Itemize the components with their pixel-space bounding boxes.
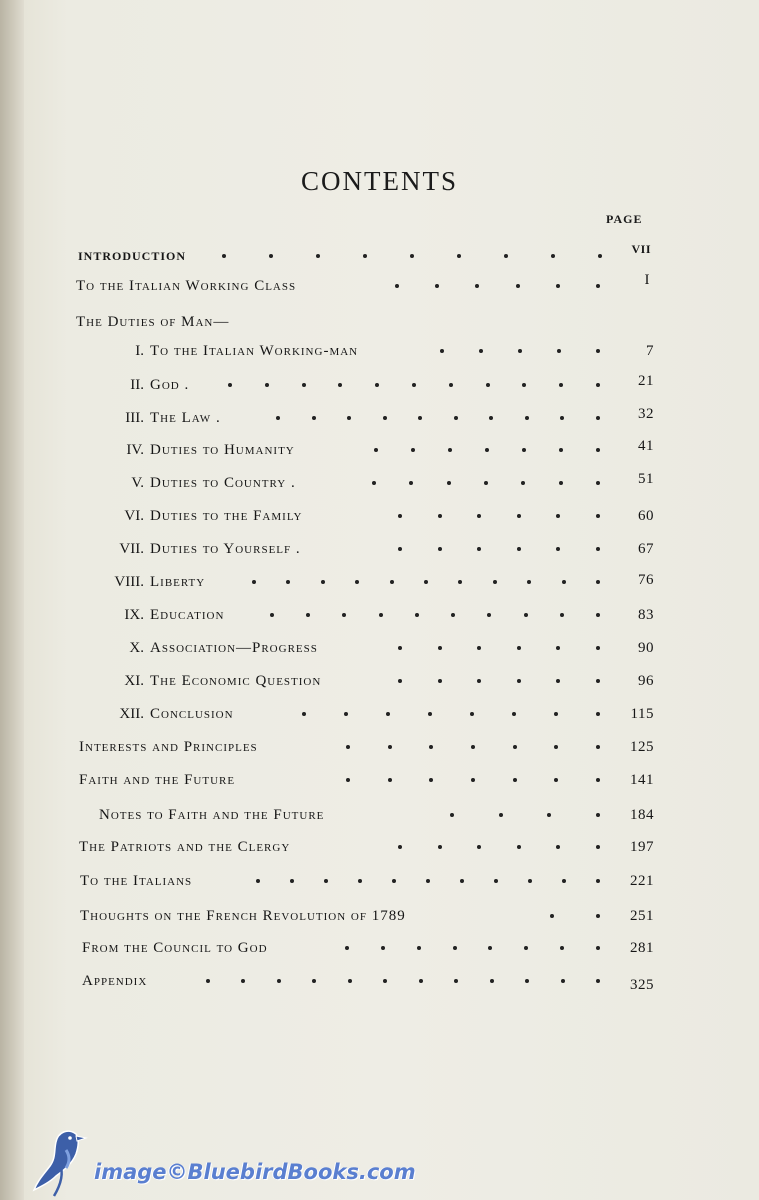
toc-entry-label: Thoughts on the French Revolution of 1789: [80, 908, 406, 924]
toc-entry-page: 41: [638, 438, 654, 454]
toc-entry-page: 221: [630, 873, 654, 889]
dot-leader: [372, 470, 600, 496]
toc-entry-label: [100, 602, 224, 628]
toc-entry-label: To the Italian Working Class: [76, 278, 297, 294]
bluebird-icon: [30, 1120, 94, 1200]
watermark-text: image©BluebirdBooks.com: [94, 1160, 416, 1184]
toc-entry: [0, 309, 759, 335]
toc-entry: [0, 868, 759, 894]
toc-entry-page: 281: [630, 940, 654, 956]
toc-entry: [0, 602, 759, 628]
toc-entry: [0, 536, 759, 562]
toc-entry-page: 32: [638, 406, 654, 422]
dot-leader: [550, 903, 600, 929]
toc-entry-label: Faith and the Future: [79, 772, 236, 788]
dot-leader: [398, 834, 600, 860]
toc-entry-label: [100, 338, 358, 364]
toc-entry-number: II.: [130, 377, 144, 393]
watermark: [30, 1120, 470, 1200]
dot-leader: [346, 734, 600, 760]
toc-entry-title: Duties to Humanity: [150, 442, 295, 458]
toc-entry-page: 184: [630, 807, 654, 823]
toc-entry-label: III. The Law .: [100, 405, 221, 431]
toc-entry-title: God: [150, 377, 180, 393]
dot-leader: [256, 868, 600, 894]
toc-entry: [0, 968, 759, 994]
toc-entry-page: 141: [630, 772, 654, 788]
toc-entry-label: V. Duties to Country .: [100, 470, 296, 496]
toc-entry-label: [100, 503, 302, 529]
toc-entry-label: To the Italians: [80, 873, 193, 889]
toc-entry-number: I.: [135, 343, 144, 359]
toc-entry-label: From the Council to God: [82, 940, 268, 956]
toc-entry: [0, 802, 759, 828]
toc-entry-label: VII. Duties to Yourself .: [100, 536, 301, 562]
toc-entry: [0, 701, 759, 727]
toc-entry-title: The Economic Question: [150, 673, 322, 689]
dot-leader: [395, 273, 600, 299]
toc-entry: [0, 767, 759, 793]
toc-entry-label: Interests and Principles: [79, 739, 258, 755]
toc-entry-title: Education: [150, 607, 225, 623]
toc-entry: [0, 372, 759, 398]
dot-leader: [270, 602, 600, 628]
dot-leader: [374, 437, 600, 463]
toc-entry: [0, 243, 759, 269]
toc-entry-page: 51: [638, 471, 654, 487]
toc-entry-label: [100, 635, 318, 661]
toc-entry-page: VII: [631, 242, 651, 256]
toc-entry-page: 325: [630, 977, 654, 993]
toc-entry-label: [96, 569, 205, 595]
toc-entry-page: 90: [638, 640, 654, 656]
toc-entry-title: Duties to Yourself: [150, 541, 292, 557]
toc-entry: [0, 405, 759, 431]
dot-leader: [276, 405, 600, 431]
dot-leader: [346, 767, 600, 793]
toc-entry-label: The Patriots and the Clergy: [79, 839, 291, 855]
page-column-header: PAGE: [606, 212, 643, 226]
toc-entry-number: X.: [129, 640, 144, 656]
toc-entry-title: Liberty: [150, 574, 206, 590]
toc-entry-number: VII.: [119, 541, 144, 557]
toc-entry-label: [100, 668, 321, 694]
dot-leader: [440, 338, 600, 364]
toc-entry-page: 67: [638, 541, 654, 557]
toc-entry-number: VIII.: [114, 574, 144, 590]
toc-entry-label: II. God .: [100, 372, 189, 398]
toc-entry: [0, 903, 759, 929]
toc-entry-page: 96: [638, 673, 654, 689]
toc-entry-label: [100, 437, 295, 463]
toc-entry-page: 251: [630, 908, 654, 924]
dot-leader: [398, 635, 600, 661]
toc-entry-page: I: [644, 272, 650, 288]
toc-entry-page: 7: [646, 343, 654, 359]
toc-entry: [0, 569, 759, 595]
toc-entry-page: 197: [630, 839, 654, 855]
toc-entry-title: Association—Progress: [150, 640, 318, 656]
toc-entry-page: 125: [630, 739, 654, 755]
toc-entry-label: Appendix: [82, 973, 148, 989]
toc-entry-page: 83: [638, 607, 654, 623]
toc-entry: [0, 338, 759, 364]
dot-leader: [345, 935, 600, 961]
dot-leader: [206, 968, 600, 994]
toc-entry-number: IV.: [126, 442, 144, 458]
toc-entry-title: To the Italian Working-man: [150, 343, 359, 359]
toc-entry: [0, 635, 759, 661]
toc-entry-number: III.: [125, 410, 144, 426]
toc-entry-label: INTRODUCTION: [78, 249, 187, 263]
dot-leader: [252, 569, 600, 595]
toc-entry: [0, 503, 759, 529]
dot-leader: [228, 372, 600, 398]
toc-entry-label: The Duties of Man—: [76, 314, 230, 330]
toc-entry: [0, 734, 759, 760]
toc-entry: [0, 470, 759, 496]
dot-leader: [450, 802, 600, 828]
toc-entry-label: Notes to Faith and the Future: [99, 807, 325, 823]
toc-entry: [0, 834, 759, 860]
toc-entry-page: 60: [638, 508, 654, 524]
toc-entry-title: The Law: [150, 410, 212, 426]
toc-entry: [0, 935, 759, 961]
toc-entry-number: XII.: [119, 706, 144, 722]
toc-entry-title: Conclusion: [150, 706, 234, 722]
toc-entry-number: XI.: [124, 673, 144, 689]
toc-entry-page: 115: [630, 706, 654, 722]
toc-entry-page: 21: [638, 373, 654, 389]
dot-leader: [398, 536, 600, 562]
dot-leader: [398, 668, 600, 694]
toc-entry-label: [98, 701, 234, 727]
toc-entry-number: VI.: [124, 508, 144, 524]
page-title: CONTENTS: [301, 166, 458, 196]
toc-entry: [0, 273, 759, 299]
dot-leader: [302, 701, 600, 727]
toc-entry-page: 76: [638, 572, 654, 588]
toc-entry-number: V.: [131, 475, 144, 491]
toc-entry: [0, 668, 759, 694]
toc-entry: [0, 437, 759, 463]
toc-entry-title: Duties to Country: [150, 475, 287, 491]
dot-leader: [398, 503, 600, 529]
dot-leader: [222, 243, 602, 269]
toc-entry-number: IX.: [124, 607, 144, 623]
toc-entry-title: Duties to the Family: [150, 508, 303, 524]
